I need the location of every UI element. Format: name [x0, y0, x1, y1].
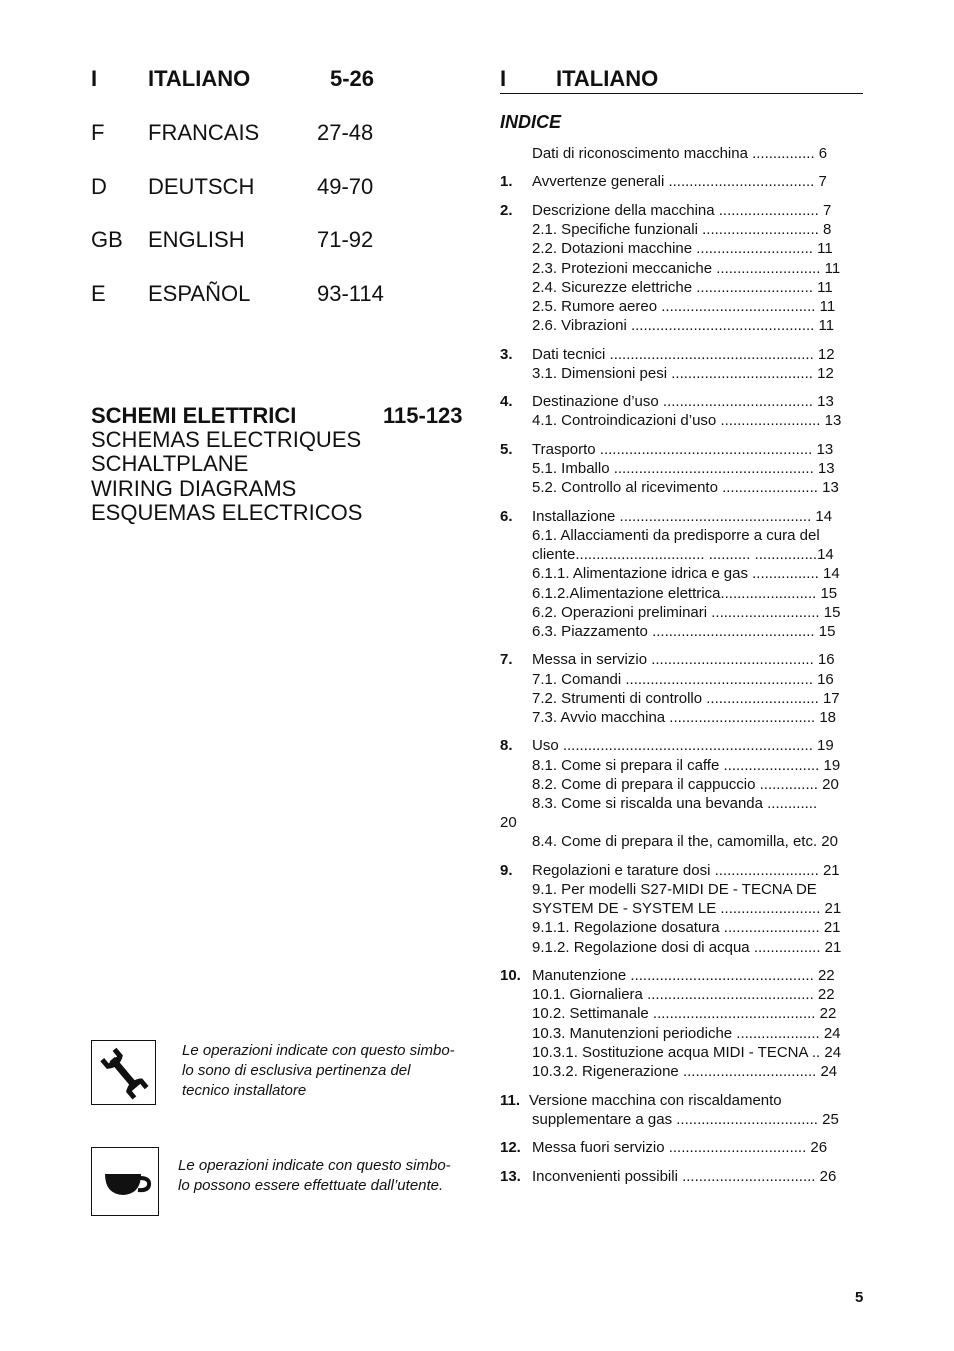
wiring-diagrams-line: SCHALTPLANE: [91, 451, 249, 477]
language-name: FRANCAIS: [148, 120, 260, 145]
toc-entry-text: 6.3. Piazzamento ....................................... 15: [532, 622, 836, 640]
toc-entry-text: 10.3.1. Sostituzione acqua MIDI - TECNA .. 24: [532, 1043, 842, 1061]
toc-entry[interactable]: [500, 545, 858, 564]
language-pages: 49-70: [317, 174, 374, 199]
toc-entry[interactable]: [500, 1138, 858, 1157]
toc-entry-text: 9.1.1. Regolazione dosatura ....................... 21: [532, 919, 841, 937]
toc-group: [500, 345, 858, 383]
toc-entry[interactable]: [500, 201, 858, 220]
toc-entry[interactable]: [500, 985, 858, 1004]
toc-entry-text: 7.2. Strumenti di controllo ........................... 17: [532, 689, 840, 707]
toc-entry[interactable]: [500, 813, 858, 832]
language-pages: 27-48: [317, 120, 374, 145]
toc-entry-number: 20: [500, 814, 517, 832]
toc-entry-text: Installazione .............................................. 14: [532, 507, 833, 525]
toc-entry[interactable]: [500, 736, 858, 755]
toc-entry-text: cliente............................... .......... ...............14: [532, 546, 834, 564]
toc-entry-text: 10.3. Manutenzioni periodiche .................... 24: [532, 1024, 841, 1042]
language-name: ESPAÑOL: [148, 281, 251, 306]
toc-entry-text: Dati tecnici ................................................. 12: [532, 345, 835, 363]
language-code: E: [91, 281, 106, 306]
language-name: ITALIANO: [148, 66, 251, 91]
wiring-diagrams-pages: 115-123: [383, 403, 463, 428]
toc-entry-text: 7.3. Avvio macchina ................................... 18: [532, 708, 837, 726]
toc-entry[interactable]: [500, 1043, 858, 1062]
toc-entry[interactable]: [500, 1110, 858, 1129]
coffee-cup-icon: [91, 1147, 159, 1216]
toc-entry-text: 3.1. Dimensioni pesi .................................. 12: [532, 364, 834, 382]
toc-entry-text: 2.4. Sicurezze elettriche ............................ 11: [532, 278, 833, 296]
toc-entry[interactable]: [500, 832, 858, 851]
toc-entry[interactable]: [500, 899, 858, 918]
toc-entry-text: 2.5. Rumore aereo ..................................... 11: [532, 297, 836, 315]
toc-entry-text: 6.1.1. Alimentazione idrica e gas ................ 14: [532, 565, 840, 583]
language-pages: 93-114: [317, 281, 384, 306]
toc-entry[interactable]: [500, 507, 858, 526]
toc-entry[interactable]: [500, 756, 858, 775]
toc-entry-text: Trasporto ................................................... 13: [532, 440, 834, 458]
toc-entry-text: 2.2. Dotazioni macchine ............................ 11: [532, 240, 833, 258]
toc-entry-number: 9.: [500, 861, 513, 879]
toc-entry[interactable]: [500, 364, 858, 383]
toc-entry[interactable]: [500, 1091, 858, 1110]
toc-group: [500, 144, 858, 163]
toc-entry[interactable]: [500, 278, 858, 297]
toc-entry[interactable]: [500, 411, 858, 430]
toc-entry-text: Messa fuori servizio ................................. 26: [532, 1139, 828, 1157]
wrench-icon: [91, 1040, 156, 1105]
toc-entry[interactable]: [500, 918, 858, 937]
toc-entry-number: 7.: [500, 651, 513, 669]
toc-entry-text: supplementare a gas .................................. 25: [532, 1110, 839, 1128]
toc-entry-number: 1.: [500, 173, 513, 191]
toc-entry[interactable]: [500, 564, 858, 583]
toc-entry-text: 2.3. Protezioni meccaniche ......................... 11: [532, 259, 841, 277]
index-title: INDICE: [500, 112, 562, 132]
toc-entry-text: Descrizione della macchina ........................ 7: [532, 201, 832, 219]
technician-note: [182, 1041, 455, 1101]
toc-entry-text: 7.1. Comandi ............................................. 16: [532, 670, 834, 688]
toc-entry[interactable]: [500, 1062, 858, 1081]
language-pages: 71-92: [317, 227, 374, 252]
technician-note-line: lo sono di esclusiva pertinenza del: [182, 1062, 411, 1079]
toc-entry[interactable]: [500, 259, 858, 278]
toc-entry-text: 2.1. Specifiche funzionali ............................ 8: [532, 221, 832, 239]
toc-entry-text: 5.2. Controllo al ricevimento ....................... 13: [532, 479, 839, 497]
toc-entry[interactable]: [500, 708, 858, 727]
toc-entry[interactable]: [500, 440, 858, 459]
toc-entry-text: Regolazioni e tarature dosi ......................... 21: [532, 861, 840, 879]
toc-entry[interactable]: [500, 220, 858, 239]
wiring-diagrams-block: [91, 404, 471, 525]
technician-note-line: tecnico installatore: [182, 1082, 307, 1099]
toc-entry[interactable]: [500, 603, 858, 622]
section-header: [500, 66, 863, 94]
toc-group: [500, 736, 858, 851]
toc-entry[interactable]: [500, 794, 858, 813]
wiring-diagrams-line: ESQUEMAS ELECTRICOS: [91, 499, 363, 525]
wiring-diagrams-line: SCHEMAS ELECTRIQUES: [91, 427, 362, 453]
toc-entry[interactable]: [500, 880, 858, 899]
toc-entry[interactable]: [500, 775, 858, 794]
toc-group: [500, 1138, 858, 1157]
wiring-diagrams-title-row[interactable]: [91, 404, 471, 428]
toc-group: [500, 1091, 858, 1129]
user-note-line: lo possono essere effettuate dall’utente.: [178, 1177, 444, 1194]
toc-entry-text: 4.1. Controindicazioni d’uso ........................ 13: [532, 412, 842, 430]
toc-entry-text: 8.1. Come si prepara il caffe ....................... 19: [532, 756, 841, 774]
toc-group: [500, 861, 858, 957]
language-code: F: [91, 120, 105, 145]
toc-entry[interactable]: [500, 172, 858, 191]
toc-entry-text: 8.4. Come di prepara il the, camomilla, etc. 20: [532, 833, 838, 851]
toc-entry-number: 4.: [500, 393, 513, 411]
toc-entry[interactable]: [500, 1024, 858, 1043]
toc-entry[interactable]: [500, 478, 858, 497]
language-code: D: [91, 174, 107, 199]
language-name: DEUTSCH: [148, 174, 255, 199]
wiring-diagrams-line: WIRING DIAGRAMS: [91, 475, 297, 501]
toc-group: [500, 172, 858, 191]
toc-entry-text: 10.1. Giornaliera ........................................ 22: [532, 986, 835, 1004]
toc-entry[interactable]: [500, 650, 858, 669]
toc-entry[interactable]: [500, 1004, 858, 1023]
toc-group: [500, 650, 858, 727]
toc-entry[interactable]: [500, 966, 858, 985]
toc-entry[interactable]: [500, 938, 858, 957]
toc-entry[interactable]: [500, 689, 858, 708]
toc-entry[interactable]: [500, 622, 858, 641]
toc-group: [500, 201, 858, 335]
toc-entry-text: 10.2. Settimanale ....................................... 22: [532, 1005, 837, 1023]
toc-entry-text: Avvertenze generali ................................... 7: [532, 173, 827, 191]
user-note: [178, 1156, 451, 1196]
toc-entry-text: Dati di riconoscimento macchina ............... 6: [532, 145, 828, 162]
toc-entry-text: 10.3.2. Rigenerazione ................................ 24: [532, 1063, 838, 1081]
toc-entry-number: 10.: [500, 967, 521, 985]
toc-group: [500, 507, 858, 641]
toc-entry[interactable]: [500, 392, 858, 411]
toc-entry-text: 2.6. Vibrazioni ............................................ 11: [532, 317, 835, 335]
user-note-line: Le operazioni indicate con questo simbo-: [178, 1157, 451, 1174]
toc-entry-number: 3.: [500, 345, 513, 363]
toc-entry-text: 5.1. Imballo ................................................ 13: [532, 460, 835, 478]
toc-entry-text: Destinazione d’uso .................................... 13: [532, 393, 834, 411]
toc-entry-text: 8.3. Come si riscalda una bevanda ............: [532, 795, 818, 812]
toc-entry-number: 13.: [500, 1167, 521, 1185]
toc-group: [500, 440, 858, 498]
table-of-contents: [500, 144, 858, 1186]
toc-entry-number: 5.: [500, 440, 513, 458]
toc-entry[interactable]: [500, 459, 858, 478]
language-code: I: [91, 66, 98, 91]
section-code: I: [500, 66, 507, 91]
toc-entry-text: 6.1.2.Alimentazione elettrica....................... 15: [532, 584, 838, 602]
toc-entry-text: 6.2. Operazioni preliminari .......................... 15: [532, 603, 841, 621]
toc-group: [500, 392, 858, 430]
toc-entry[interactable]: [500, 316, 858, 335]
toc-entry-text: 6.1. Allacciamenti da predisporre a cura del: [532, 526, 820, 544]
toc-entry[interactable]: [500, 584, 858, 603]
toc-entry-text: Manutenzione ............................................ 22: [532, 967, 835, 985]
language-name: ENGLISH: [148, 227, 245, 252]
toc-entry-text: Versione macchina con riscaldamento: [529, 1091, 782, 1109]
toc-entry-text: 8.2. Come di prepara il cappuccio .............. 20: [532, 775, 839, 793]
toc-entry-number: 12.: [500, 1139, 521, 1157]
toc-entry[interactable]: [500, 297, 858, 316]
toc-entry-number: 8.: [500, 737, 513, 755]
section-title: ITALIANO: [556, 66, 659, 91]
toc-entry-number: 6.: [500, 507, 513, 525]
toc-entry-text: 9.1.2. Regolazione dosi di acqua ................ 21: [532, 938, 842, 956]
toc-group: [500, 966, 858, 1081]
technician-note-line: Le operazioni indicate con questo simbo-: [182, 1042, 455, 1059]
toc-entry-text: Messa in servizio ....................................... 16: [532, 651, 835, 669]
toc-entry[interactable]: [500, 144, 858, 163]
toc-entry[interactable]: [500, 861, 858, 880]
page-number: 5: [855, 1289, 864, 1306]
wiring-diagrams-title: SCHEMI ELETTRICI: [91, 403, 297, 428]
toc-entry-text: 9.1. Per modelli S27-MIDI DE - TECNA DE: [532, 881, 817, 899]
toc-entry-number: 2.: [500, 201, 513, 219]
language-code: GB: [91, 227, 123, 252]
toc-entry-text: Inconvenienti possibili ................................ 26: [532, 1167, 837, 1185]
language-pages: 5-26: [330, 66, 375, 91]
toc-entry[interactable]: [500, 239, 858, 258]
toc-entry-text: Uso ............................................................ 19: [532, 737, 834, 755]
toc-entry-number: 11.: [500, 1091, 521, 1109]
toc-group: [500, 1167, 858, 1186]
toc-entry-text: SYSTEM DE - SYSTEM LE ........................ 21: [532, 900, 842, 918]
toc-entry[interactable]: [500, 526, 858, 545]
toc-entry[interactable]: [500, 345, 858, 364]
toc-entry[interactable]: [500, 1167, 858, 1186]
toc-entry[interactable]: [500, 670, 858, 689]
